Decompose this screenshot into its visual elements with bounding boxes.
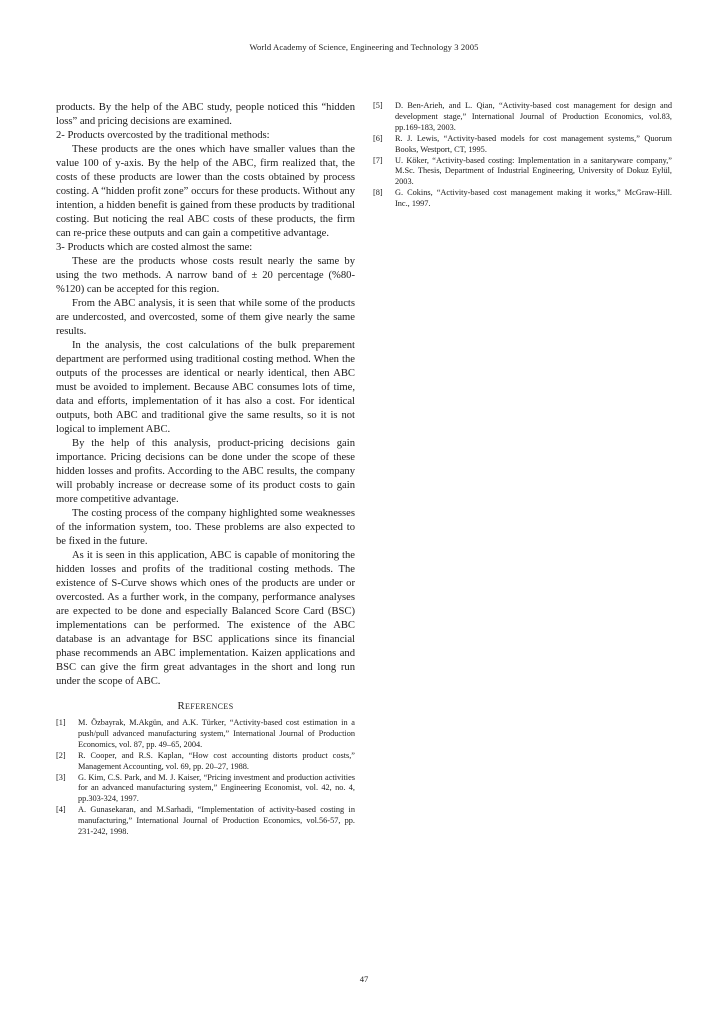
paragraph: 2- Products overcosted by the traditional methods: xyxy=(56,130,270,141)
references-heading-rest: EFERENCES xyxy=(185,702,234,711)
reference-number: [7] xyxy=(373,155,383,165)
reference-item xyxy=(56,805,355,838)
reference-item xyxy=(56,718,355,751)
reference-text: A. Gunasekaran, and M.Sarhadi, “Implementation of activity-based costing in manufacturing,” International Journal of Production Economics, vol.56-57, pp. 231-242, 1998. xyxy=(78,805,355,837)
reference-text: U. Köker, “Activity-based costing: Implementation in a sanitaryware company,” M.Sc. Thesis, Department of Industrial Engineering, University of Dokuz Eylül, 2003. xyxy=(395,155,672,187)
paragraph: In the analysis, the cost calculations of the bulk preparement department are performed using traditional costing method. When the outputs of the processes are identical or nearly identical, then ABC must be avoided to implement. Because ABC consumes lots of time, data and efforts, implementation of it has also a cost. For identical outputs, both ABC and traditional give the same results, so it is not logical to implement ABC. xyxy=(56,340,355,435)
paragraph: The costing process of the company highlighted some weaknesses of the information system, too. These problems are also expected to be fixed in the future. xyxy=(56,508,355,547)
reference-item xyxy=(373,101,672,134)
reference-item xyxy=(373,134,672,156)
reference-text: M. Özbayrak, M.Akgün, and A.K. Türker, “Activity-based cost estimation in a push/pull advanced manufacturing system,” International Journal of Production Economics, vol. 87, pp. 49–65, 2004. xyxy=(78,718,355,749)
paragraph: As it is seen in this application, ABC is capable of monitoring the hidden losses and profits of the traditional costing methods. The existence of S-Curve shows which ones of the products are under or overcosted. As a further work, in the company, performance analyses are expected to be done and especially Balanced Score Card (BSC) implementations can be performed. The existence of the ABC database is an advantage for BSC applications since its financial phase recommends an ABC implementation. Kaizen applications and BSC can give the firm great advantages in the short and long run under the scope of ABC. xyxy=(56,550,355,687)
paragraph: By the help of this analysis, product-pricing decisions gain importance. Pricing decisions can be done under the scope of these hidden losses and profits. According to the ABC results, the company will probably increase or decrease some of its product costs to gain more competitive advantage. xyxy=(56,438,355,505)
reference-number: [8] xyxy=(373,188,383,198)
running-header: World Academy of Science, Engineering and Technology 3 2005 xyxy=(249,42,479,52)
page-number: 47 xyxy=(359,974,369,984)
reference-number: [6] xyxy=(373,133,383,143)
reference-item xyxy=(56,751,355,773)
reference-list-left xyxy=(56,718,355,838)
reference-text: R. J. Lewis, “Activity-based models for cost management systems,” Quorum Books, Westport, CT, 1995. xyxy=(395,133,672,154)
right-column xyxy=(373,101,672,210)
reference-item xyxy=(373,156,672,189)
reference-text: G. Kim, C.S. Park, and M. J. Kaiser, “Pricing investment and production activities for an advanced manufacturing system,” Engineering Economist, vol. 42, no. 4, pp.303-324, 1997. xyxy=(78,772,355,804)
reference-number: [2] xyxy=(56,750,66,760)
reference-item xyxy=(373,188,672,210)
reference-text: R. Cooper, and R.S. Kaplan, “How cost accounting distorts product costs,” Management Accounting, vol. 69, pp. 20–27, 1988. xyxy=(78,750,355,771)
references-heading-initial: R xyxy=(177,700,186,712)
paragraph: products. By the help of the ABC study, people noticed this “hidden loss” and pricing decisions are examined. xyxy=(56,102,355,127)
references-heading xyxy=(56,700,355,712)
reference-list-right xyxy=(373,101,672,210)
reference-number: [5] xyxy=(373,101,383,110)
reference-number: [4] xyxy=(56,805,66,815)
paragraph: These are the products whose costs result nearly the same by using the two methods. A narrow band of ± 20 percentage (%80-%120) can be accepted for this region. xyxy=(56,256,355,295)
paragraph: 3- Products which are costed almost the same: xyxy=(56,242,253,253)
reference-text: G. Cokins, “Activity-based cost management making it works,” McGraw-Hill. Inc., 1997. xyxy=(395,188,672,209)
left-column xyxy=(56,101,355,838)
reference-text: D. Ben-Arieh, and L. Qian, “Activity-based cost management for design and development stage,” International Journal of Production Economics, vol.83, pp.169-183, 2003. xyxy=(395,101,672,132)
body-text xyxy=(56,101,355,689)
reference-item xyxy=(56,773,355,806)
paragraph: From the ABC analysis, it is seen that while some of the products are undercosted, and overcosted, some of them give nearly the same results. xyxy=(56,298,355,337)
paragraph: These products are the ones which have smaller values than the value 100 of y-axis. By the help of the ABC, firm realized that, the costs of these products are lower than the costs obtained by process costing. A “hidden profit zone” occurs for these products. Without any intention, a hidden benefit is gained from these products by traditional costing. But noticing the real ABC costs of these products, the firm can re-price these outputs and can gain a competitive advantage. xyxy=(56,144,355,239)
reference-number: [1] xyxy=(56,718,66,727)
reference-number: [3] xyxy=(56,772,66,782)
